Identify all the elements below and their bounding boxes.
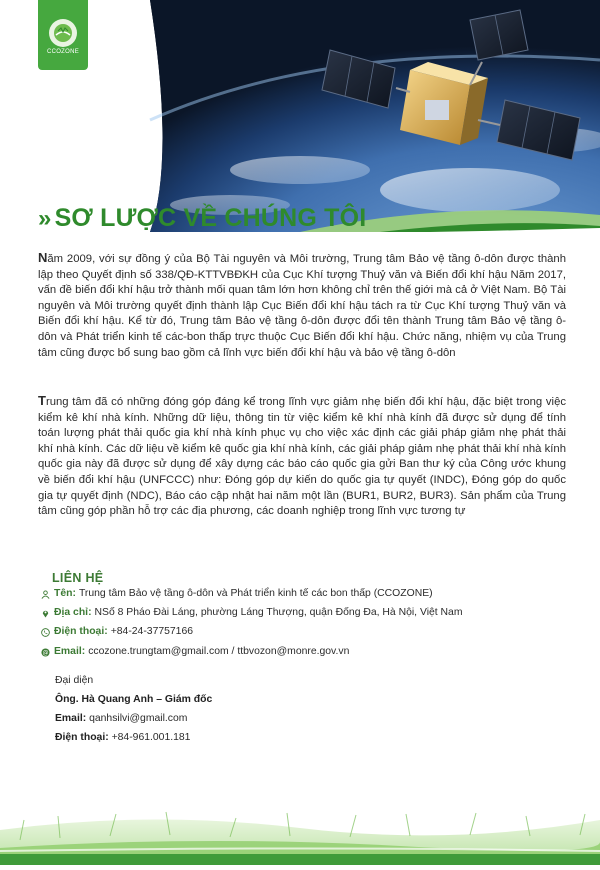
- phone-icon: [41, 628, 50, 637]
- location-pin-icon: [41, 609, 50, 618]
- footer-grass-decoration: [0, 780, 600, 865]
- contact-label: Email:: [54, 646, 86, 657]
- contact-value[interactable]: ccozone.trungtam@gmail.com / ttbvozon@monre.gov.vn: [88, 646, 350, 657]
- person-icon: [41, 590, 50, 599]
- contact-label: Địa chỉ:: [54, 607, 92, 618]
- svg-text:@: @: [42, 650, 49, 657]
- contact-label: Tên:: [54, 588, 76, 599]
- contact-value: NSố 8 Pháo Đài Láng, phường Láng Thượng, quận Đống Đa, Hà Nội, Việt Nam: [94, 607, 463, 618]
- dropcap: T: [38, 393, 46, 408]
- contact-row-address: [41, 606, 463, 620]
- title-text: SƠ LƯỢC VỀ CHÚNG TÔI: [54, 204, 367, 232]
- paragraph-text: ăm 2009, với sự đồng ý của Bộ Tài nguyên và Môi trường, Trung tâm Bảo vệ tầng ô-dôn được thành lập theo Quyết định số 338/QĐ-KTTVBĐKH của Cục Khí tượng Thuỷ văn và Biến đổi khí hậu Năm 2017, vấn đề biến đổi khí hậu trở thành mối quan tâm lớn hơn không chỉ trên thế giới mà cả ở Việt Nam. Bộ Tài nguyên và Môi trường quyết định thành lập Cục Biến đổi khí hậu tách ra từ Cục Khí tượng Thuỷ văn và Biến đổi khí hậu. Kể từ đó, Trung tâm Bảo vệ tầng ô-dôn được đổi tên thành Trung tâm Bảo vệ tầng ô-dôn và Phát triển kinh tế các-bon thấp trực thuộc Cục Biến đổi khí hậu. Chức năng, nhiệm vụ của Trung tâm cũng được bổ sung bao gồm cả lĩnh vực biến đổi khí hậu và bảo vệ tầng ô-dôn: [38, 253, 566, 359]
- page-title: [38, 204, 366, 233]
- globe-icon: [49, 19, 77, 47]
- representative-name: [55, 693, 212, 707]
- representative-intro: Đại diện: [55, 675, 94, 686]
- satellite-illustration: [0, 0, 600, 232]
- rep-phone-value[interactable]: +84-961.001.181: [111, 732, 191, 743]
- intro-paragraph: [38, 250, 566, 361]
- representative-email: [55, 712, 187, 726]
- hero-image: [0, 0, 600, 232]
- representative-name-text: Ông. Hà Quang Anh – Giám đốc: [55, 694, 213, 705]
- paragraph-text: rung tâm đã có những đóng góp đáng kể trong lĩnh vực giảm nhẹ biến đổi khí hậu, đặc biệt trong việc kiểm kê khí nhà kính. Những dữ liệu, thông tin từ việc kiểm kê khí nhà kính đã được sử dụng để tính toán lượng phát thải quốc gia khí nhà kính phục vụ cho việc xác định các giải pháp giảm nhẹ phát thải khí nhà kính. Các dữ liệu về kiểm kê quốc gia khí nhà kính, các giải pháp giảm nhẹ phát thải khí nhà kính quốc gia này đã được sử dụng để xây dựng các báo cáo quốc gia gửi Ban thư ký của Công ước khung về biến đổi khí hậu (UNFCCC) như: Đóng góp dự kiến do quốc gia tự quyết (INDC), Đóng góp do quốc gia tự quyết định (NDC), Báo cáo cập nhật hai năm một lần (BUR1, BUR2, BUR3). Sản phẩm của Trung tâm cũng góp phần hỗ trợ các địa phương, các doanh nghiệp trong lĩnh vực tương tự: [38, 396, 566, 518]
- rep-email-value[interactable]: qanhsilvi@gmail.com: [89, 713, 188, 724]
- contribution-paragraph: [38, 393, 566, 520]
- contact-label: Điện thoại:: [54, 626, 108, 637]
- contact-value: Trung tâm Bảo vệ tầng ô-dôn và Phát triển kinh tế các bon thấp (CCOZONE): [78, 588, 433, 599]
- rep-email-label: Email:: [55, 713, 87, 724]
- contact-value[interactable]: +84-24-37757166: [110, 626, 194, 637]
- title-chevrons: »: [38, 205, 52, 232]
- logo-text: CCOZONE: [46, 49, 80, 55]
- dropcap: N: [38, 250, 48, 265]
- contact-row-phone: [41, 625, 193, 639]
- ccozone-logo: [38, 0, 88, 70]
- contact-heading: LIÊN HỆ: [52, 571, 104, 585]
- rep-phone-label: Điện thoại:: [55, 732, 109, 743]
- representative-phone: [55, 731, 190, 745]
- contact-row-name: [41, 587, 433, 601]
- contact-row-email: [41, 645, 349, 659]
- email-icon: [41, 648, 50, 657]
